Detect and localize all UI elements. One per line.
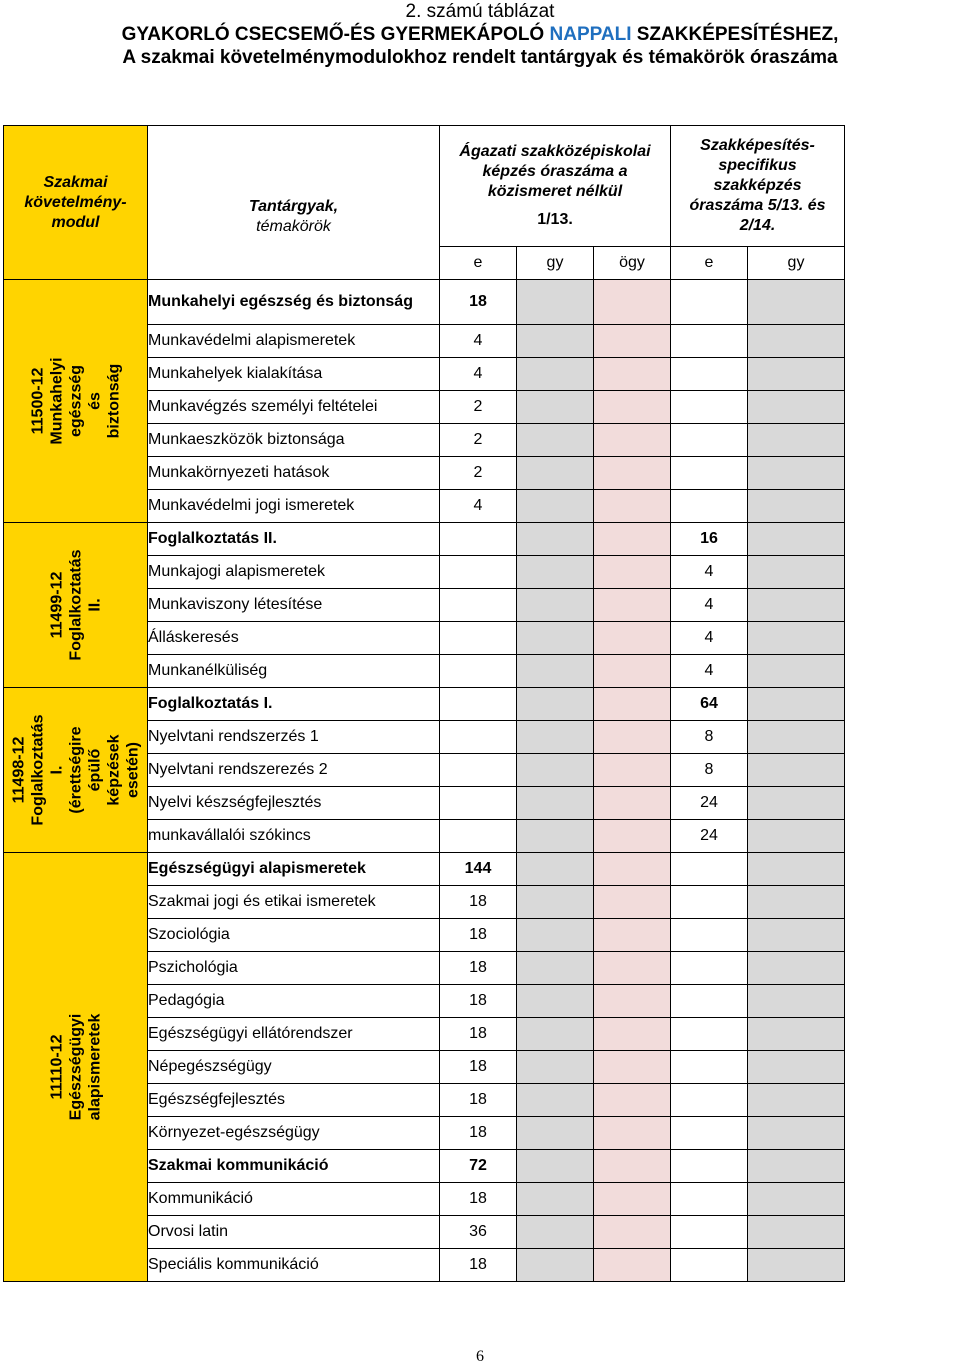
hours-szakk-gy-cell	[748, 919, 845, 952]
hours-szakk-gy-cell	[748, 1051, 845, 1084]
table-caption: 2. számú táblázat	[405, 1, 555, 22]
hours-szakk-gy-cell	[748, 457, 845, 490]
hours-szakk-e-cell	[671, 919, 748, 952]
subject-cell: Nyelvtani rendszerezés 2	[148, 754, 440, 787]
hours-szakk-gy-cell	[748, 424, 845, 457]
hours-e-cell: 2	[440, 391, 517, 424]
hours-gy-cell	[517, 457, 594, 490]
hours-e-cell	[440, 655, 517, 688]
hours-szakk-e-cell	[671, 1051, 748, 1084]
subject-cell: Foglalkoztatás II.	[148, 523, 440, 556]
hours-szakk-gy-cell	[748, 490, 845, 523]
hours-szakk-gy-cell	[748, 556, 845, 589]
hours-ogy-cell	[594, 490, 671, 523]
subject-cell: Környezet-egészségügy	[148, 1117, 440, 1150]
hours-gy-cell	[517, 325, 594, 358]
subject-cell: Orvosi latin	[148, 1216, 440, 1249]
table-row	[4, 523, 845, 556]
hours-szakk-gy-cell	[748, 280, 845, 325]
module-header: Szakmai követelmény-modul	[24, 173, 127, 231]
table-row	[4, 853, 845, 886]
hours-szakk-e-cell	[671, 1117, 748, 1150]
hours-gy-cell	[517, 721, 594, 754]
hours-szakk-e-cell: 4	[671, 655, 748, 688]
hours-ogy-cell	[594, 391, 671, 424]
hours-e-cell: 18	[440, 280, 517, 325]
hours-szakk-gy-cell	[748, 754, 845, 787]
hours-e-cell: 18	[440, 1249, 517, 1282]
subject-cell: Pedagógia	[148, 985, 440, 1018]
hours-e-cell: 18	[440, 1018, 517, 1051]
hours-e-cell: 4	[440, 490, 517, 523]
hours-gy-cell	[517, 424, 594, 457]
hours-szakk-e-cell	[671, 1084, 748, 1117]
page-number: 6	[476, 1348, 484, 1365]
szakk-header: Szakképesítés-specifikus szakképzés óraszáma 5/13. és 2/14.	[689, 137, 826, 234]
subject-cell: munkavállalói szókincs	[148, 820, 440, 853]
subject-cell: Munkakörnyezeti hatások	[148, 457, 440, 490]
module-header-cell	[4, 126, 148, 280]
hours-gy-cell	[517, 952, 594, 985]
hours-szakk-gy-cell	[748, 1018, 845, 1051]
hours-e-cell: 18	[440, 1183, 517, 1216]
subjects-header-a: Tantárgyak,	[248, 197, 339, 215]
hours-ogy-cell	[594, 787, 671, 820]
subject-cell: Népegészségügy	[148, 1051, 440, 1084]
subject-cell: Egészségügyi ellátórendszer	[148, 1018, 440, 1051]
hours-szakk-e-cell: 16	[671, 523, 748, 556]
hours-gy-cell	[517, 688, 594, 721]
hours-szakk-e-cell	[671, 1249, 748, 1282]
hours-szakk-gy-cell	[748, 787, 845, 820]
hours-szakk-e-cell	[671, 424, 748, 457]
hours-szakk-e-cell	[671, 1018, 748, 1051]
subject-cell: Munkahelyi egészség és biztonság	[148, 280, 440, 325]
agazati-year: 1/13.	[537, 211, 573, 228]
hours-szakk-e-cell: 24	[671, 787, 748, 820]
hours-szakk-e-cell: 64	[671, 688, 748, 721]
hours-e-cell	[440, 721, 517, 754]
hours-szakk-e-cell	[671, 1216, 748, 1249]
module-cell	[4, 523, 148, 688]
hours-szakk-e-cell: 8	[671, 721, 748, 754]
hours-szakk-gy-cell	[748, 853, 845, 886]
hours-szakk-gy-cell	[748, 952, 845, 985]
hours-ogy-cell	[594, 424, 671, 457]
subject-cell: Egészségfejlesztés	[148, 1084, 440, 1117]
hours-e-cell: 18	[440, 1117, 517, 1150]
hours-gy-cell	[517, 1183, 594, 1216]
hours-szakk-e-cell: 4	[671, 556, 748, 589]
szakk-header-cell	[671, 126, 845, 247]
hours-e-cell	[440, 589, 517, 622]
hours-szakk-gy-cell	[748, 985, 845, 1018]
hours-ogy-cell	[594, 919, 671, 952]
hours-ogy-cell	[594, 721, 671, 754]
hours-szakk-gy-cell	[748, 325, 845, 358]
document-subtitle: A szakmai követelménymodulokhoz rendelt tantárgyak és témakörök óraszáma	[122, 47, 838, 68]
hours-szakk-gy-cell	[748, 1183, 845, 1216]
hours-szakk-gy-cell	[748, 358, 845, 391]
hours-szakk-e-cell	[671, 490, 748, 523]
hours-szakk-e-cell	[671, 952, 748, 985]
hours-ogy-cell	[594, 1051, 671, 1084]
hours-szakk-e-cell	[671, 391, 748, 424]
hours-gy-cell	[517, 655, 594, 688]
subject-cell: Kommunikáció	[148, 1183, 440, 1216]
hours-e-cell: 72	[440, 1150, 517, 1183]
hours-ogy-cell	[594, 556, 671, 589]
hours-ogy-cell	[594, 820, 671, 853]
subject-cell: Egészségügyi alapismeretek	[148, 853, 440, 886]
hours-e-cell	[440, 622, 517, 655]
module-cell	[4, 688, 148, 853]
hours-gy-cell	[517, 1051, 594, 1084]
hours-gy-cell	[517, 523, 594, 556]
module-cell	[4, 280, 148, 523]
subject-cell: Munkavédelmi jogi ismeretek	[148, 490, 440, 523]
hours-szakk-gy-cell	[748, 523, 845, 556]
hours-ogy-cell	[594, 280, 671, 325]
subject-cell: Szociológia	[148, 919, 440, 952]
document-title	[0, 23, 960, 46]
hours-e-cell: 18	[440, 886, 517, 919]
hours-szakk-e-cell	[671, 853, 748, 886]
sub-e: e	[671, 247, 748, 280]
subject-cell: Munkanélküliség	[148, 655, 440, 688]
hours-e-cell: 36	[440, 1216, 517, 1249]
hours-e-cell	[440, 754, 517, 787]
table-row	[4, 688, 845, 721]
module-label: 11500-12 Munkahelyi egészség és biztonság	[29, 357, 122, 445]
hours-gy-cell	[517, 1084, 594, 1117]
subjects-header-cell	[148, 126, 440, 280]
hours-gy-cell	[517, 1216, 594, 1249]
hours-gy-cell	[517, 556, 594, 589]
hours-szakk-e-cell	[671, 1183, 748, 1216]
agazati-header-cell	[440, 126, 671, 247]
hours-szakk-e-cell: 4	[671, 589, 748, 622]
hours-gy-cell	[517, 622, 594, 655]
hours-gy-cell	[517, 490, 594, 523]
hours-szakk-gy-cell	[748, 1150, 845, 1183]
sub-ogy: ögy	[594, 247, 671, 280]
hours-szakk-e-cell	[671, 280, 748, 325]
hours-gy-cell	[517, 853, 594, 886]
sub-gy: gy	[517, 247, 594, 280]
hours-e-cell	[440, 556, 517, 589]
hours-gy-cell	[517, 787, 594, 820]
subject-cell: Nyelvi készségfejlesztés	[148, 787, 440, 820]
hours-e-cell: 18	[440, 1084, 517, 1117]
table-row	[4, 280, 845, 325]
sub-e: e	[440, 247, 517, 280]
hours-gy-cell	[517, 1150, 594, 1183]
subject-cell: Munkajogi alapismeretek	[148, 556, 440, 589]
hours-gy-cell	[517, 985, 594, 1018]
hours-ogy-cell	[594, 655, 671, 688]
hours-szakk-gy-cell	[748, 622, 845, 655]
hours-szakk-gy-cell	[748, 1084, 845, 1117]
hours-e-cell	[440, 688, 517, 721]
hours-szakk-e-cell	[671, 457, 748, 490]
hours-ogy-cell	[594, 1084, 671, 1117]
subject-cell: Munkaviszony létesítése	[148, 589, 440, 622]
hours-gy-cell	[517, 1249, 594, 1282]
sub-gy: gy	[748, 247, 845, 280]
hours-szakk-gy-cell	[748, 589, 845, 622]
title-highlight: NAPPALI	[549, 24, 632, 45]
hours-szakk-gy-cell	[748, 1249, 845, 1282]
hours-gy-cell	[517, 886, 594, 919]
hours-szakk-gy-cell	[748, 721, 845, 754]
hours-ogy-cell	[594, 1249, 671, 1282]
module-label: 11498-12 Foglalkoztatás I. (érettségire épülő képzések esetén)	[10, 714, 141, 826]
subject-cell: Foglalkoztatás I.	[148, 688, 440, 721]
hours-szakk-e-cell	[671, 886, 748, 919]
hours-ogy-cell	[594, 754, 671, 787]
hours-e-cell: 18	[440, 1051, 517, 1084]
hours-szakk-gy-cell	[748, 391, 845, 424]
hours-ogy-cell	[594, 1018, 671, 1051]
subject-cell: Álláskeresés	[148, 622, 440, 655]
hours-ogy-cell	[594, 1216, 671, 1249]
subject-cell: Nyelvtani rendszerzés 1	[148, 721, 440, 754]
subject-cell: Pszichológia	[148, 952, 440, 985]
hours-szakk-e-cell	[671, 325, 748, 358]
hours-szakk-gy-cell	[748, 655, 845, 688]
subject-cell: Munkavédelmi alapismeretek	[148, 325, 440, 358]
hours-gy-cell	[517, 280, 594, 325]
hours-szakk-e-cell: 24	[671, 820, 748, 853]
hours-ogy-cell	[594, 688, 671, 721]
hours-e-cell	[440, 820, 517, 853]
hours-e-cell: 18	[440, 952, 517, 985]
hours-ogy-cell	[594, 358, 671, 391]
hours-ogy-cell	[594, 1150, 671, 1183]
hours-table	[3, 125, 845, 1282]
hours-ogy-cell	[594, 886, 671, 919]
hours-e-cell	[440, 787, 517, 820]
hours-e-cell	[440, 523, 517, 556]
hours-szakk-gy-cell	[748, 1216, 845, 1249]
subject-cell: Munkaeszközök biztonsága	[148, 424, 440, 457]
hours-e-cell: 144	[440, 853, 517, 886]
hours-szakk-e-cell	[671, 985, 748, 1018]
header-row	[4, 126, 845, 247]
hours-szakk-gy-cell	[748, 820, 845, 853]
subject-cell: Speciális kommunikáció	[148, 1249, 440, 1282]
hours-szakk-gy-cell	[748, 886, 845, 919]
hours-gy-cell	[517, 589, 594, 622]
title-part: GYAKORLÓ CSECSEMŐ-ÉS GYERMEKÁPOLÓ	[121, 24, 550, 45]
hours-szakk-gy-cell	[748, 688, 845, 721]
module-label: 11110-12 Egészségügyi alapismeretek	[48, 1013, 103, 1121]
hours-ogy-cell	[594, 325, 671, 358]
hours-szakk-e-cell: 4	[671, 622, 748, 655]
hours-e-cell: 2	[440, 457, 517, 490]
hours-ogy-cell	[594, 1183, 671, 1216]
hours-ogy-cell	[594, 952, 671, 985]
module-cell	[4, 853, 148, 1282]
hours-e-cell: 18	[440, 985, 517, 1018]
hours-szakk-e-cell	[671, 358, 748, 391]
title-part: SZAKKÉPESÍTÉSHEZ,	[631, 24, 839, 45]
module-label: 11499-12 Foglalkoztatás II.	[48, 549, 103, 661]
hours-szakk-e-cell	[671, 1150, 748, 1183]
hours-gy-cell	[517, 358, 594, 391]
hours-szakk-e-cell: 8	[671, 754, 748, 787]
hours-gy-cell	[517, 919, 594, 952]
hours-gy-cell	[517, 1018, 594, 1051]
hours-ogy-cell	[594, 985, 671, 1018]
hours-gy-cell	[517, 391, 594, 424]
subject-cell: Munkahelyek kialakítása	[148, 358, 440, 391]
hours-ogy-cell	[594, 523, 671, 556]
hours-szakk-gy-cell	[748, 1117, 845, 1150]
hours-e-cell: 2	[440, 424, 517, 457]
hours-gy-cell	[517, 754, 594, 787]
hours-gy-cell	[517, 820, 594, 853]
agazati-header: Ágazati szakközépiskolai képzés óraszáma a közismeret nélkül	[459, 143, 651, 200]
subject-cell: Munkavégzés személyi feltételei	[148, 391, 440, 424]
subject-cell: Szakmai jogi és etikai ismeretek	[148, 886, 440, 919]
subjects-header-b: témakörök	[256, 217, 331, 235]
hours-ogy-cell	[594, 589, 671, 622]
hours-ogy-cell	[594, 622, 671, 655]
hours-ogy-cell	[594, 853, 671, 886]
hours-ogy-cell	[594, 457, 671, 490]
subject-cell: Szakmai kommunikáció	[148, 1150, 440, 1183]
hours-ogy-cell	[594, 1117, 671, 1150]
hours-gy-cell	[517, 1117, 594, 1150]
hours-e-cell: 18	[440, 919, 517, 952]
hours-e-cell: 4	[440, 358, 517, 391]
hours-e-cell: 4	[440, 325, 517, 358]
